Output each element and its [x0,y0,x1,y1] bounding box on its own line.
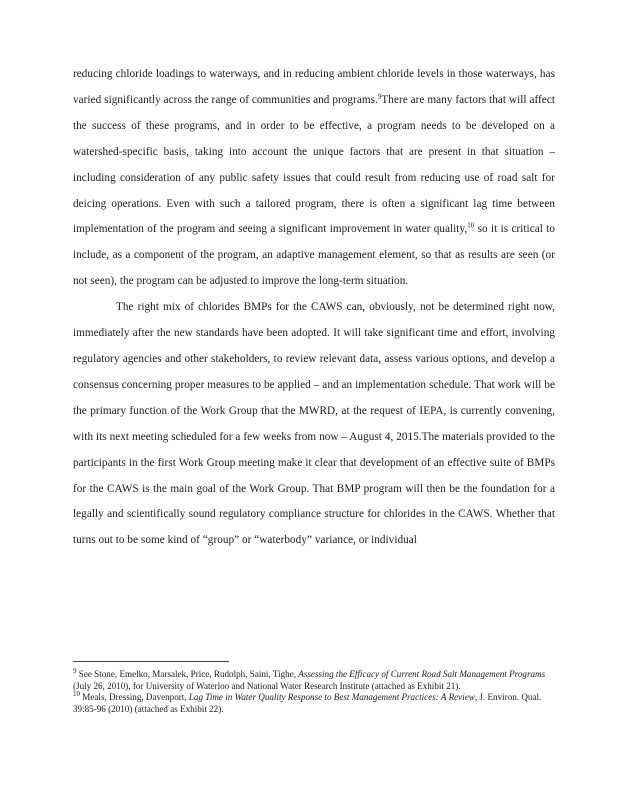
text-run: See Stone, Emelko, Marsalek, Price, Rudolph, Saini, Tighe, [76,669,299,679]
footnote-number: 9 [73,666,77,675]
text-run: reducing chloride loadings to waterways, and in reducing ambient chloride levels in those waterways, has varied significantly across the range of communities and programs. [73,68,555,106]
footnote [73,666,555,692]
footnote-reference: 9 [377,92,382,101]
citation-title: Lag Time in Water Quality Response to Best Management Practices: A Review [188,692,475,703]
footnote [73,692,555,715]
paragraph [73,62,555,295]
paragraph [73,295,555,554]
text-run: The right mix of chlorides BMPs for the CAWS can, obviously, not be determined right now, immediately after the new standards have been adopted. It will take significant time and effort, involving regulatory agencies and other stakeholders, to review relevant data, assess various options, and develop a consensus concerning proper measures to be applied – and an implementation schedule. That work will be the primary function of the Work Group that the MWRD, at the request of IEPA, is currently convening, with its next meeting scheduled for a few weeks from now – August 4, 2015.The materials provided to the participants in the first Work Group meeting make it clear that development of an effective suite of BMPs for the CAWS is the main goal of the Work Group. That BMP program will then be the foundation for a legally and scientifically sound regulatory compliance structure for chlorides in the CAWS. Whether that turns out to be some kind of “group” or “waterbody” variance, or individual [73,301,555,547]
text-run: There are many factors that will affect the success of these programs, and in order to be effective, a program needs to be developed on a watershed-specific basis, taking into account the unique factors that are present in that situation – including consideration of any public safety issues that could result from reducing use of road salt for deicing operations. Even with such a tailored program, there is often a significant lag time between implementation of the program and seeing a significant improvement in water quality, [73,93,556,236]
footnote-reference: 10 [467,221,475,230]
text-run: , J. Environ. Qual. 39:85-96 (2010) (attached as Exhibit 22). [73,692,542,714]
body-text [73,62,555,554]
citation-title: Assessing the Efficacy of Current Road Salt Management Programs [298,669,546,679]
text-run: Meals, Dressing, Davenport, [80,692,189,703]
footnotes [73,666,555,715]
footnote-number: 10 [73,690,80,699]
text-run: (July 26, 2010), for University of Waterloo and National Water Research Institute (attached as Exhibit 21). [73,680,461,691]
text-run: so it is critical to include, as a component of the program, an adaptive management element, so that as results are seen (or not seen), the program can be adjusted to improve the long-term situation. [73,223,555,288]
footnote-divider [73,661,229,662]
